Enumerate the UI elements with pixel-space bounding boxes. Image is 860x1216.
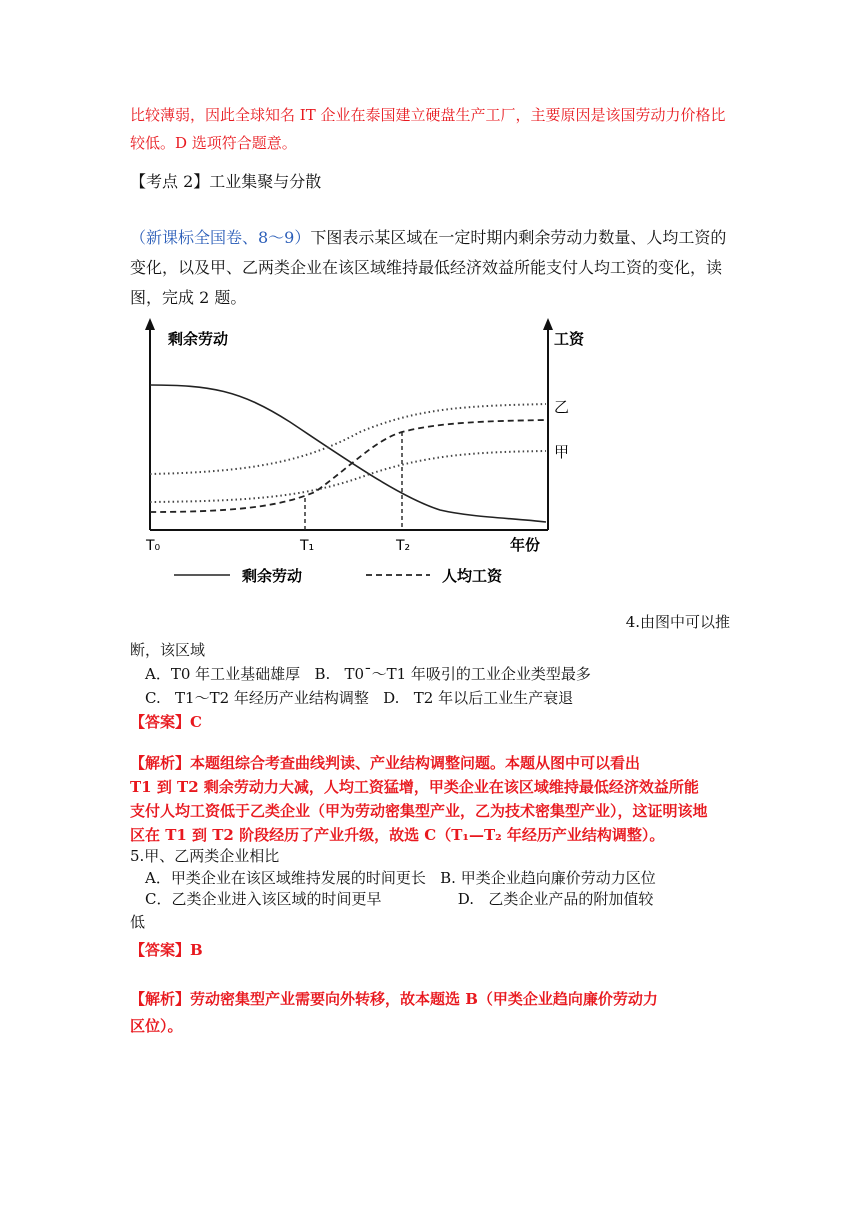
q4-stem-b: 断，该区域 [130, 641, 206, 659]
series-label-jia: 甲 [554, 443, 570, 461]
legend-surplus-labor: 剩余劳动 [242, 567, 303, 585]
series-jia-dotted [150, 451, 546, 502]
q4-answer: 【答案】C [130, 713, 202, 731]
y-label-left: 剩余劳动 [168, 330, 229, 348]
q5-analysis-line1: 【解析】劳动密集型产业需要向外转移，故本题选 B（甲类企业趋向廉价劳动力 [130, 990, 658, 1008]
x-tick-t0: T₀ [146, 538, 161, 554]
q5-stem: 5.甲、乙两类企业相比 [130, 847, 280, 865]
q5-options-line1: A．甲类企业在该区域维持发展的时间更长 B. 甲类企业趋向廉价劳动力区位 [145, 869, 656, 887]
x-tick-t1: T₁ [300, 538, 315, 554]
q4-analysis-line2: T1 到 T2 剩余劳动力大减，人均工资猛增，甲类企业在该区域维持最低经济效益所能 [130, 778, 699, 796]
q5-options-line2: C．乙类企业进入该区域的时间更早 D. 乙类企业产品的附加值较 [145, 890, 654, 908]
section-title: 【考点 2】工业集聚与分散 [130, 172, 322, 191]
q4-analysis-line3: 支付人均工资低于乙类企业（甲为劳动密集型产业，乙为技术密集型产业），这证明该地 [130, 802, 708, 820]
y-axis-left-arrow [145, 318, 155, 330]
legend-average-wage: 人均工资 [442, 567, 503, 585]
q5-analysis-line2: 区位）。 [130, 1017, 183, 1035]
q4-options-line1: A．T0 年工业基础雄厚 B. T0¯～T1 年吸引的工业企业类型最多 [145, 665, 591, 683]
q5-options-line3: 低 [130, 913, 146, 931]
q4-options-line2: C. T1～T2 年经历产业结构调整 D. T2 年以后工业生产衰退 [145, 689, 574, 707]
q4-analysis-line4: 区在 T1 到 T2 阶段经历了产业升级，故选 C（T₁—T₂ 年经历产业结构调整）。 [130, 826, 665, 844]
chart [130, 312, 590, 602]
x-axis-label: 年份 [510, 536, 541, 554]
x-tick-t2: T₂ [396, 538, 411, 554]
question-text: 下图表示某区域在一定时期内剩余劳动力数量、人均工资的变化，以及甲、乙两类企业在该区域维持最低经济效益所能支付人均工资的变化，读图，完成 2 题。 [130, 228, 727, 307]
q4-stem-a: 4.由图中可以推 [625, 613, 730, 631]
q5-answer: 【答案】B [130, 941, 203, 959]
series-yi-dotted [150, 404, 546, 474]
question-intro [130, 223, 730, 313]
series-average-wage [150, 420, 546, 512]
q4-analysis-line1: 【解析】本题组综合考查曲线判读、产业结构调整问题。本题从图中可以看出 [130, 754, 641, 772]
y-label-right: 工资 [554, 330, 585, 348]
series-label-yi: 乙 [554, 398, 570, 416]
question-source: （新课标全国卷、8～9） [130, 228, 311, 247]
intro-explanation: 比较薄弱，因此全球知名 IT 企业在泰国建立硬盘生产工厂，主要原因是该国劳动力价格比较低。D 选项符合题意。 [130, 106, 726, 152]
y-axis-right-arrow [543, 318, 553, 330]
